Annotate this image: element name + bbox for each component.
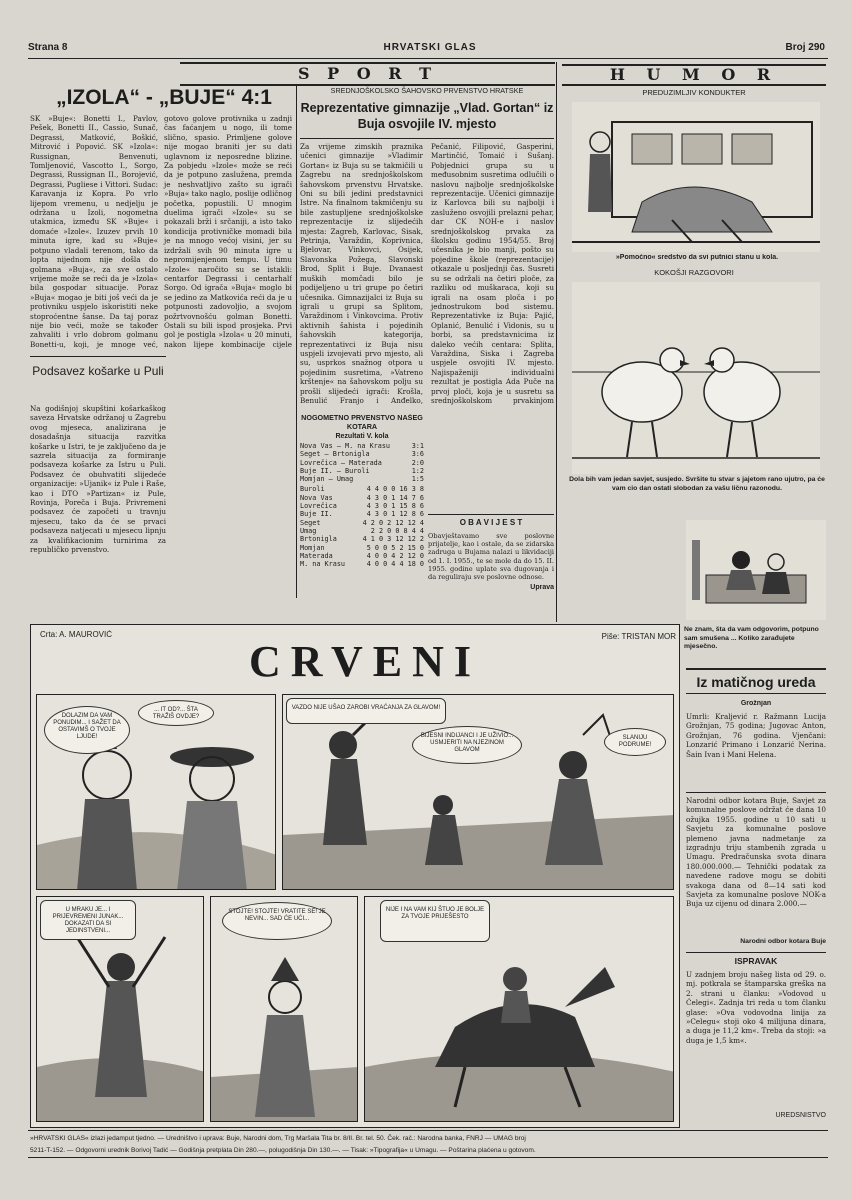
standing-row — [300, 510, 424, 518]
footer-line-2: 5211-T-152. — Odgovorni urednik Borivoj Tadić — Godišnja pretplata Din 280.—, polugodišnja Din 130.—. — Tisak: »Tipografija« u Umagu. — Poštarina plaćena u gotovom. — [30, 1147, 536, 1154]
header-rule — [28, 58, 828, 59]
comic-credit-left: Crta: A. MAUROVIĆ — [40, 630, 113, 639]
standing-row — [300, 535, 424, 543]
cartoon2-caption: Dola bih vam jedan savjet, susjedo. Svršite tu stvar s jajetom rano ujutro, pa će vam cio dan ostati slobodan za vašu ličnu razonodu. — [569, 476, 825, 492]
correction-sign: UREDŠNIŠTVO — [775, 1112, 826, 1119]
standing-team: Materada — [300, 551, 333, 560]
standing-value: 4 3 0 1 12 8 6 — [366, 510, 424, 519]
comic-credit-right: Piše: TRISTAN MOR — [601, 632, 676, 641]
cartoon1-title: PREDUZIMLJIV KONDUKTER — [642, 88, 746, 97]
humor-label: H U M O R — [609, 65, 779, 84]
standing-value: 2 2 0 0 8 4 4 — [370, 526, 424, 535]
standing-value: 4 4 0 0 16 3 8 — [366, 485, 424, 494]
result-value: 1:2 — [411, 466, 424, 475]
chess-article-cont — [428, 414, 554, 512]
page-number: Strana 8 — [28, 42, 68, 53]
speech-bubble: BIJESNI INDIJANCI I JE UŽIVIO... USMJERITI NA NJEZINOM GLAVOM — [412, 726, 522, 764]
standing-value: 4 0 0 4 2 12 0 — [366, 551, 424, 560]
registry-text: Umrli: Kraljević r. Ražmann Lucija Grožnjan, 75 godina; Jugovac Anton, Grožnjan, 76 godina. Vjenčani: Lonzarić Primano i Lonzarić Nerina. Šain Ivan i Mani Helena. — [686, 712, 826, 759]
standing-team: Buje II. — [300, 510, 333, 519]
speech-bubble: VAZDO NIJE UŠAO ZAROBI VRAĆANJA ZA GLAVOM! — [286, 698, 446, 724]
result-team: Lovrečica — Materada — [300, 458, 382, 467]
standing-team: Brtonigla — [300, 535, 337, 544]
humor-banner — [562, 64, 826, 86]
sport-label: S P O R T — [297, 64, 437, 83]
basket-rule — [30, 356, 166, 357]
cartoon1-caption: »Pomoćno« sredstvo da svi putnici stanu u kola. — [615, 254, 779, 261]
paper-name: HRVATSKI GLAS — [383, 42, 477, 53]
notice-title: O B A V I J E S T — [459, 518, 523, 527]
issue-number: Broj 290 — [785, 42, 825, 53]
notice-sign: Uprava — [530, 584, 554, 591]
cartoon2-image — [572, 282, 820, 474]
correction-text: U zadnjem broju našeg lista od 29. o. mj. potkrala se štamparska greška na 2. strani u članku: »Vodovod u Ćelegi«. Zadnja tri reda u tom članku glase: »Ova vodovodna linija za »Celegu« stoji oko 4 milijuna dinara, a duga je 11,2 km«. Treba da stoji: »a duga je 1,5 km«. — [686, 970, 826, 1045]
attack-scene-icon — [283, 695, 674, 890]
standing-team: Lovrečica — [300, 502, 337, 511]
sport-banner — [180, 62, 555, 86]
chess-kicker: SREDNJOŠKOLSKO ŠAHOVSKO PRVENSTVO HRATSKE — [330, 86, 524, 95]
speech-bubble: ... IT OD?... ŠTA TRAŽIŠ OVDJE? — [138, 700, 214, 726]
standing-team: Umag — [300, 526, 317, 535]
cartoon2-title: KOKOŠJI RAZGOVORI — [654, 268, 734, 277]
standing-row — [300, 552, 424, 560]
registry-title-box — [686, 668, 826, 694]
speech-bubble: NIJE I NA VAM KIJ ŠTUO JE BOLJE ZA TVOJE PRIJEŠESTO — [380, 900, 490, 942]
council-sign: Narodni odbor kotara Buje — [740, 938, 826, 945]
standing-team: Buroli — [300, 485, 325, 494]
result-row — [300, 475, 424, 483]
standing-team: Nova Vas — [300, 493, 333, 502]
standing-team: Seget — [300, 518, 321, 527]
chess-rule — [300, 138, 554, 139]
tram-conductor-icon — [572, 102, 820, 252]
result-value: 2:0 — [411, 458, 424, 467]
standing-row — [300, 494, 424, 502]
result-team: Seget — Brtonigla — [300, 450, 370, 459]
league-round: Rezultati V. kola — [335, 433, 389, 440]
speech-bubble: DOLAZIM DA VAM PONUDIM... I SAŽET DA OSTAVIMŠ O TVOJE LJUDE! — [44, 706, 130, 754]
result-team: Momjan — Umag — [300, 475, 354, 484]
couple-on-sofa-icon — [686, 520, 826, 620]
standing-row — [300, 519, 424, 527]
result-value: 1:5 — [411, 475, 424, 484]
result-value: 3:1 — [411, 442, 424, 450]
notice-text: Obavještavamo sve poslovne prijatelje, kao i ostale, da se zidarska zadruga u Bujama nalazi u likvidaciji od 1. I. 1955., te se mole da do 15. II. 1955. godine uplate sva dugovanja i da reguliraju sve poslovne odnose. — [428, 532, 554, 582]
standing-value: 4 1 0 3 12 12 2 — [362, 535, 424, 544]
result-row — [300, 467, 424, 475]
council-rule — [686, 952, 826, 953]
speech-bubble: U MRAKU JE... I PRIJEVREMENI JUNAK... DOKAZATI DA SI JEDINSTVENI... — [40, 900, 136, 940]
chess-article: Za vrijeme zimskih praznika učenici gimnazije »Vladimir Gortan« iz Buja su se takmičili u Zagrebu na srednjoškolskom šahovskom prvenstvu Hrvatske. Oni su bili jedini predstavnici Istre. Na finalnom takmičenju su bile zastupljene srednjoškolske reprezentacije iz slijedećih mjesta: Zagreb, Karlovac, Sisak, Petrinja, Varaždin, Koprivnica, Bjelovar, Vinkovci, Osijek, Slavonska Požega, Slavonski Brod, Split i Buje. Dvanaest muških momčadi bilo je podijeljeno u tri grupe po četiri učesnika. Gimnazijalci iz Buja su igrali u grupi sa Splitom, Varaždinom i Vinkovcima. Protiv aktivnih šahista i pojedinih šahovskih kategorija, reprezentativci iz Buja nisu uspjeli izvojevati prvo mjesto, ali su, usprkos snažnog otpora u pojedinim susretima, »Vatreno krštenje« na šahovskom polju su prošli slijedeći igrači: Krošla, Benulić Franjo i Anđelko, Pečanić, Filipović, Gasperini, Martinčić, Tomaić i Sušanj. Pobjednici grupa su u međusobnim susretima odlučili o naslovu najbolje srednjoškolske reprezentacije. Učenici gimnazije iz Karlovca bili su najbolji i zasluženo osvojili prelazni pehar, dar CK NOH-e i naslov srednjoškolskog prvaka za školsku godinu 1954/55. Broj učesnika je bio manji, pošto su pojedine škole (reprezentacije) otkazale u posljednji čas. Susreti su se održali na četiri ploče, za razliku od muškaraca, koji su igrali na osam ploča i po jednostrukom bod sistemu. Reprezentativke iz Buja: Pajić, Oplanić, Benulić i Vidonis, su u borbi, sa predstavnicima iz daleko većih centara: Splita, Varaždina, Siska i Zagreba uspjele osvojiti IV. mjesto. Najispaženiji individualni rezultat je postigla Ada Puče na prvoj ploči, koja je u susretu sa srednjoškolskom prvakinjom — [300, 142, 554, 405]
result-row — [300, 442, 424, 450]
standing-value: 4 3 0 1 15 8 6 — [366, 502, 424, 511]
result-team: Buje II. — Buroli — [300, 466, 370, 475]
footer-line-1: »HRVATSKI GLAS« izlazi jedamput tjedno. — Uredništvo i uprava: Buje, Narodni dom, Trg Maršala Tita br. 8/II. Br. tel. 50. Ček. rač.: Narodna banka, FNRJ — UMAG broj — [30, 1135, 526, 1142]
result-value: 3:6 — [411, 450, 424, 459]
standing-value: 4 2 0 2 12 12 4 — [362, 518, 424, 527]
correction-title: ISPRAVAK — [734, 956, 778, 966]
hens-icon — [572, 282, 820, 474]
basket-article: Na godišnjoj skupštini košarkaškog saveza Hrvatske održanoj u Zagrebu ovog mjeseca, analizirana je dosadašnja situacija razvitka košarke u Istri, te je zaključeno da je sazrela situacija za formiranje podsaveza košarke za Istru u Puli. Podsavez će obuhvatiti slijedeće organizacije: »Ujanik« iz Pule i Raše, kao i DTO »Partizan« iz Pule, Rovinja, Poreča i Buja. Privremeni podsavez će započeti u travnju mjesecu, tako da će se prvaci podsaveza natjecati u mjesecu lipnju za kvalifikacionim turnirima za republičko prvenstvo. — [30, 404, 166, 555]
standing-row — [300, 544, 424, 552]
standing-value: 4 3 0 1 14 7 6 — [366, 493, 424, 502]
standing-value: 5 0 0 5 2 15 0 — [366, 543, 424, 552]
cartoon3-caption: Ne znam, šta da vam odgovorim, potpuno sam smušena ... Koliko zarađujete mjesečno. — [684, 626, 819, 650]
cartoon1-image — [572, 102, 820, 252]
results-list — [300, 442, 424, 483]
registry-rule — [686, 792, 826, 793]
council-text: Narodni odbor kotara Buje, Savjet za komunalne poslove održat će dana 10 ožujka 1955. godine u 10 sati u Savjetu za komunalne poslove plemeno javna nadmetanje za izgradnju triju stambenih zgrada u Umagu. Predračunska svota dinara 180.000.000.— Tehnički podatak za navedene radove mogu se dobiti svakoga dana od 8—14 sati kod Savjeta za komunalne poslove NOK-a Buja uz cijenu od dinara 2.000.— — [686, 796, 826, 909]
match-article: SK »Buje«: Bonetti I., Pavlov, Pešek, Bonetti II., Cassio, Sunač, Degrassi, Matković, Boškić, Mitrović i Popović. SK »Izola«: Russignan, Benvenuti, Tomljenović, Vascotto I., Sorgo, Degrassi, Russignan II., Borojević, Degrassi, Pugliese i Vittori. Sudac: Karavanja iz Kopra. Po vrlo lijepom vremenu, u nedjelju je održana u Izoli, nogometna utakmica, između SK »Buje« i domaće »Izole«. Izuzev prvih 10 minuta igre, kad su »Buje« potpuno vladali terenom, tako da lopta nijednom nije došla do golmana »Buja«, za sve ostalo vrijeme može se reći da je »Izola« bila gospodar situacije. Poraz »Buja« mogao je biti još veći da je protivniku uspjelo iskoristiti neke stoproćentne šanse. Da taj poraz nije bio veći, može se također zahvaliti i vrlo dobrom golmanu Bonetti-u, koji, je mnoge već, gotovo golove protivnika u zadnji čas faćanjem u nogo, ili tome slično, spasio. Primljene golove nije mogao braniti jer su dati uglavnom iz neposredne blizine. Za pobjedu »Izole« može se reći da je potpuno zaslužena, premda je neshvatljivo zašto su igrači »Buja« tako naglo, poslije odličnog početka, popustili. U mnogim duelima igrači »Izole« su se pokazali brži i srčaniji, a isto tako kondicija protivničke momadi bila je na mnogo većoj visini, jer su izdržali svih 90 minuta igre u nepromijenjenom tempu. U timu »Izole« naročito su se istakli: centarfor Degrassi i centarhalf Sorgo. Od igrača »Buja« moglo bi se jedino za Matkovića reći da je u potpunosti zadovoljio, a svojom požrtvovnošću golman Bonetti. Ostali su bili ispod prosjeka. Prvi gol je postigla »Izola« u 20 minuti, nakon lijepe kombinacije cijele — [30, 114, 292, 349]
standing-row — [300, 527, 424, 535]
standing-value: 4 0 0 4 4 18 0 — [366, 560, 424, 569]
standing-row — [300, 485, 424, 493]
comic-title: CRVENI — [248, 637, 482, 686]
speech-bubble: SLANIJU PODRUME! — [604, 728, 666, 756]
league-title: NOGOMETNO PRVENSTVO NAŠEG KOTARA — [301, 414, 423, 431]
result-team: Nova Vas — M. na Krasu — [300, 442, 391, 450]
basket-title: Podsavez košarke u Puli — [32, 364, 164, 378]
standing-row — [300, 560, 424, 568]
result-row — [300, 459, 424, 467]
standings-table — [300, 485, 424, 568]
column-divider — [296, 86, 297, 598]
cartoon3-image — [686, 520, 826, 620]
column-divider — [556, 62, 557, 622]
result-row — [300, 450, 424, 458]
registry-place: Grožnjan — [740, 700, 772, 707]
match-article-cont — [172, 354, 292, 596]
match-title: „IZOLA“ - „BUJE“ 4:1 — [56, 86, 272, 109]
standing-row — [300, 502, 424, 510]
registry-title: Iz matičnog ureda — [696, 674, 816, 690]
standing-team: M. na Krasu — [300, 560, 346, 569]
standing-team: Momjan — [300, 543, 325, 552]
speech-bubble: STOJTE! STOJTE! VRATITE SE! JE NEVIN... SAD ĆE UĆI... — [222, 902, 332, 940]
league-box — [300, 414, 424, 596]
chess-title: Reprezentative gimnazije „Vlad. Gortan“ iz Buja osvojile IV. mjesto — [300, 101, 554, 131]
